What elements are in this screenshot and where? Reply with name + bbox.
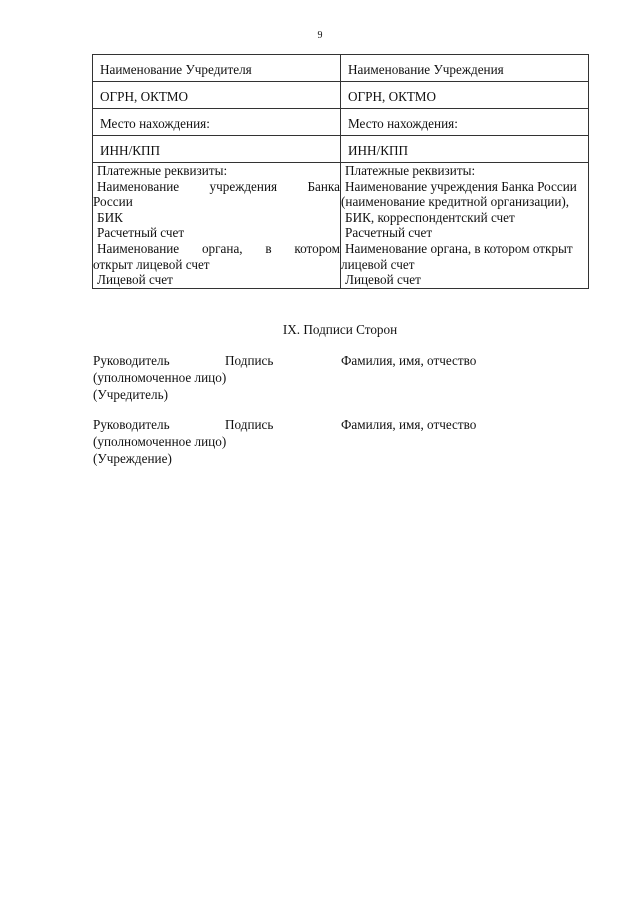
institution-account: Расчетный счет [345, 225, 433, 241]
institution-name-cell [341, 55, 589, 82]
founder-bank-line [93, 179, 340, 195]
founder-organ-word: Наименование [97, 240, 180, 256]
institution-bank: Наименование учреждения Банка России [345, 178, 577, 194]
signature-role: Руководитель [93, 353, 170, 368]
institution-personal-account: Лицевой счет [345, 272, 421, 288]
founder-organ-word: органа, [201, 240, 243, 256]
institution-inn-cell [341, 136, 589, 163]
founder-inn-cell [93, 136, 341, 163]
institution-payment-cell [341, 163, 589, 289]
signature-sign-label: Подпись [225, 353, 274, 368]
institution-location-label: Место нахождения: [348, 116, 458, 131]
founder-location-cell [93, 109, 341, 136]
signature-sign-label: Подпись [225, 417, 274, 432]
page-number: 9 [317, 30, 323, 41]
founder-ogrn-cell [93, 82, 341, 109]
institution-location-cell [341, 109, 589, 136]
founder-personal-account: Лицевой счет [97, 272, 173, 288]
founder-bank-word: Наименование [97, 178, 180, 194]
signature-name-label: Фамилия, имя, отчество [341, 353, 477, 368]
institution-credit-org: (наименование кредитной организации), [341, 194, 570, 210]
founder-payment-title: Платежные реквизиты: [97, 163, 228, 178]
institution-ogrn-cell [341, 82, 589, 109]
founder-name-cell [93, 55, 341, 82]
institution-ogrn-label: ОГРН, ОКТМО [348, 89, 437, 104]
founder-payment-cell [93, 163, 341, 289]
founder-organ-cont: открыт лицевой счет [93, 256, 210, 272]
institution-name-label: Наименование Учреждения [348, 62, 504, 77]
table-row [93, 109, 589, 136]
founder-organ-word: котором [294, 240, 340, 256]
institution-organ-cont: лицевой счет [341, 256, 415, 272]
founder-organ-word: в [265, 240, 272, 256]
signature-name-label: Фамилия, имя, отчество [341, 417, 477, 432]
founder-bik: БИК [97, 209, 123, 225]
signature-party: (Учреждение) [93, 451, 172, 466]
signature-role: Руководитель [93, 417, 170, 432]
founder-ogrn-label: ОГРН, ОКТМО [100, 89, 189, 104]
signature-party: (Учредитель) [93, 387, 169, 402]
founder-bank-word: учреждения [209, 178, 278, 194]
founder-inn-label: ИНН/КПП [100, 143, 161, 158]
signature-authorized: (уполномоченное лицо) [93, 370, 227, 385]
founder-bank-cont: России [93, 194, 133, 210]
institution-organ: Наименование органа, в котором открыт [345, 240, 573, 256]
table-row [93, 82, 589, 109]
table-row [93, 136, 589, 163]
signature-authorized: (уполномоченное лицо) [93, 434, 227, 449]
founder-bank-word: Банка [307, 178, 340, 194]
table-row [93, 163, 589, 289]
founder-account: Расчетный счет [97, 225, 185, 241]
section-title: IX. Подписи Сторон [282, 322, 398, 337]
founder-name-label: Наименование Учредителя [100, 62, 252, 77]
table-row [93, 55, 589, 82]
institution-payment-title: Платежные реквизиты: [345, 163, 476, 178]
institution-bik: БИК, корреспондентский счет [345, 209, 515, 225]
founder-location-label: Место нахождения: [100, 116, 210, 131]
founder-organ-line [93, 241, 340, 257]
requisites-table [92, 54, 589, 289]
institution-inn-label: ИНН/КПП [348, 143, 409, 158]
